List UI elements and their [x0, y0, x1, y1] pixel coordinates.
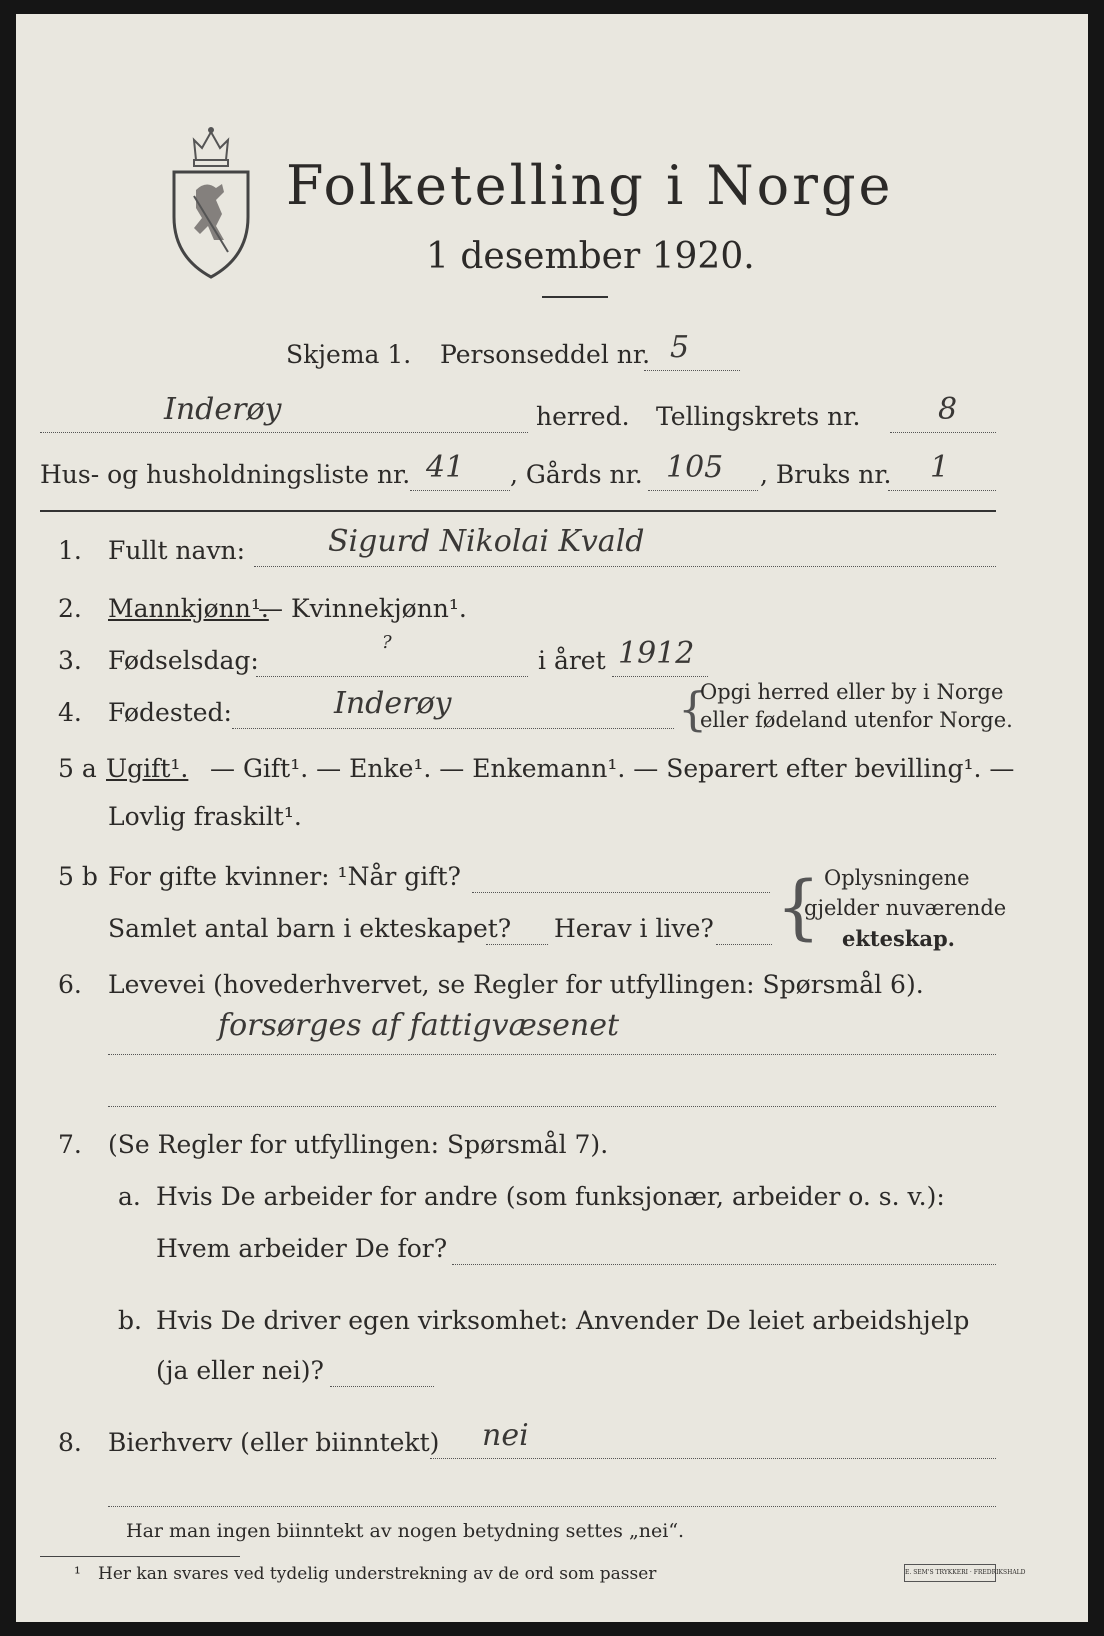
birth-year-value: 1912: [618, 636, 695, 671]
birthday-field[interactable]: [256, 676, 528, 677]
civil-status-options[interactable]: — Gift¹. — Enke¹. — Enkemann¹. — Separert efter bevilling¹. —: [210, 754, 1015, 783]
birthday-value: ?: [382, 632, 392, 653]
q7b-letter: b.: [118, 1306, 142, 1335]
q5b-line2b: Herav i live?: [554, 914, 714, 943]
footnote-rule: [40, 1556, 240, 1557]
census-form: [16, 14, 1088, 1622]
title-divider: [542, 296, 608, 298]
occupation-value: forsørges af fattigvæsenet: [218, 1008, 620, 1043]
q7b-line2: (ja eller nei)?: [156, 1356, 324, 1385]
bruks-value: 1: [930, 450, 950, 485]
side-income-field-2[interactable]: [108, 1506, 996, 1507]
option-kvinnekjonn[interactable]: — Kvinnekjønn¹.: [258, 594, 467, 623]
q4-label: Fødested:: [108, 698, 232, 727]
bruks-label: , Bruks nr.: [760, 460, 892, 489]
full-name-value: Sigurd Nikolai Kvald: [328, 524, 645, 559]
bruks-field[interactable]: [888, 490, 996, 491]
q5b-note-1: Oplysningene: [824, 866, 970, 890]
q7a-line1: Hvis De arbeider for andre (som funksjonær, arbeider o. s. v.):: [156, 1182, 945, 1211]
gards-label: , Gårds nr.: [510, 460, 643, 489]
occupation-field-2[interactable]: [108, 1106, 996, 1107]
footer-note: Har man ingen biinntekt av nogen betydning settes „nei“.: [126, 1520, 685, 1542]
children-count-field[interactable]: [486, 944, 548, 945]
q8-label: Bierhverv (eller biinntekt): [108, 1428, 440, 1457]
husliste-value: 41: [426, 450, 465, 485]
option-ugift[interactable]: Ugift¹.: [106, 754, 189, 783]
q5b-line1: For gifte kvinner: ¹Når gift?: [108, 862, 461, 891]
q3-number: 3.: [58, 646, 82, 675]
header-rule: [40, 510, 996, 512]
occupation-field-1[interactable]: [108, 1054, 996, 1055]
children-alive-field[interactable]: [716, 944, 772, 945]
tellingskrets-value: 8: [938, 392, 958, 427]
q7-number: 7.: [58, 1130, 82, 1159]
skjema-label: Skjema 1.: [286, 340, 412, 369]
husliste-label: Hus- og husholdningsliste nr.: [40, 460, 411, 489]
q5b-note-3: ekteskap.: [842, 926, 955, 951]
full-name-field[interactable]: [254, 566, 996, 567]
personseddel-value: 5: [670, 330, 690, 365]
herred-field[interactable]: [40, 432, 528, 433]
q4-brace: {: [678, 682, 708, 736]
personseddel-label: Personseddel nr.: [440, 340, 651, 369]
coat-of-arms-icon: [166, 122, 256, 282]
footnote-mark: ¹: [74, 1564, 81, 1584]
q7a-letter: a.: [118, 1182, 141, 1211]
tellingskrets-label: Tellingskrets nr.: [656, 402, 861, 431]
side-income-field[interactable]: [430, 1458, 996, 1459]
q5b-note-2: gjelder nuværende: [804, 896, 1007, 920]
q5b-number: 5 b: [58, 862, 98, 891]
tellingskrets-field[interactable]: [890, 432, 996, 433]
married-date-field[interactable]: [472, 892, 770, 893]
form-title: Folketelling i Norge: [286, 154, 894, 217]
q3-label: Fødselsdag:: [108, 646, 259, 675]
q6-number: 6.: [58, 970, 82, 999]
q6-label: Levevei (hovederhvervet, se Regler for utfyllingen: Spørsmål 6).: [108, 970, 924, 999]
printer-stamp: E. SEM'S TRYKKERI · FREDRIKSHALD: [904, 1564, 996, 1582]
q4-number: 4.: [58, 698, 82, 727]
gards-field[interactable]: [648, 490, 758, 491]
q1-number: 1.: [58, 536, 82, 565]
herred-value: Inderøy: [164, 392, 282, 427]
birthplace-field[interactable]: [232, 728, 674, 729]
option-mannkjonn[interactable]: Mannkjønn¹.: [108, 594, 269, 623]
q7b-line1: Hvis De driver egen virksomhet: Anvender De leiet arbeidshjelp: [156, 1306, 970, 1335]
q3-year-label: i året: [538, 646, 606, 675]
q5b-brace: {: [776, 866, 821, 948]
employer-field[interactable]: [452, 1264, 996, 1265]
birthplace-value: Inderøy: [334, 686, 452, 721]
q4-note-2: eller fødeland utenfor Norge.: [700, 708, 1013, 732]
herred-label: herred.: [536, 402, 630, 431]
q4-note-1: Opgi herred eller by i Norge: [700, 680, 1004, 704]
gards-value: 105: [666, 450, 724, 485]
hired-help-field[interactable]: [330, 1386, 434, 1387]
footnote-text: Her kan svares ved tydelig understrekning av de ord som passer: [98, 1564, 657, 1584]
side-income-value: nei: [482, 1418, 529, 1453]
census-date: 1 desember 1920.: [426, 236, 755, 277]
q2-number: 2.: [58, 594, 82, 623]
q8-number: 8.: [58, 1428, 82, 1457]
option-lovlig-fraskilt[interactable]: Lovlig fraskilt¹.: [108, 802, 302, 831]
birth-year-field[interactable]: [612, 676, 708, 677]
q7-label: (Se Regler for utfyllingen: Spørsmål 7).: [108, 1130, 609, 1159]
husliste-field[interactable]: [410, 490, 510, 491]
q1-label: Fullt navn:: [108, 536, 246, 565]
q5a-number: 5 a: [58, 754, 97, 783]
q7a-line2: Hvem arbeider De for?: [156, 1234, 448, 1263]
personseddel-field[interactable]: [644, 370, 740, 371]
q5b-line2a: Samlet antal barn i ekteskapet?: [108, 914, 512, 943]
